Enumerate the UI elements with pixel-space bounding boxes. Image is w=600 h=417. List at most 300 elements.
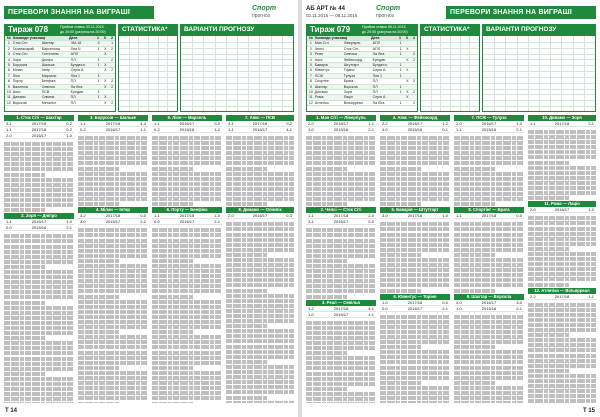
text-line xyxy=(226,396,267,400)
match-box xyxy=(454,207,524,219)
draw-cell-home: Мілан xyxy=(12,68,23,73)
season: 2016/17 xyxy=(554,207,570,213)
grid-vline xyxy=(505,36,506,111)
draw-cell-number: 3 xyxy=(309,52,312,57)
grid-vline xyxy=(440,36,441,111)
grid-vline xyxy=(460,36,461,111)
text-line xyxy=(4,270,74,274)
right-variants-title: ВАРІАНТИ ПРОГНОЗУ xyxy=(486,26,557,33)
text-line xyxy=(78,264,148,268)
right-stats-table xyxy=(420,24,480,112)
draw-cell-away: Брага xyxy=(343,79,354,84)
draw-table-header-cell: № xyxy=(308,36,313,40)
match-box xyxy=(226,207,294,219)
text-line xyxy=(4,372,46,376)
away-score: 2-1 xyxy=(66,225,72,231)
draw-table-header-cell: Дата xyxy=(69,36,78,40)
right-logo-tag: прогноз xyxy=(376,13,394,19)
season: 2016/17 xyxy=(481,121,497,126)
draw-cell-home: Ліон xyxy=(12,73,20,78)
text-line xyxy=(528,313,596,317)
draw-cell-2 xyxy=(410,41,417,45)
text-line xyxy=(528,155,596,159)
draw-cell-away: Дніпро xyxy=(41,57,53,62)
text-line xyxy=(454,320,524,324)
away-score: 4-4 xyxy=(140,121,146,126)
home-score: 0-0 xyxy=(154,219,160,225)
text-line xyxy=(78,320,148,324)
text-line xyxy=(152,192,222,196)
text-line xyxy=(306,336,376,340)
grid-vline xyxy=(192,36,193,111)
text-line xyxy=(454,227,524,231)
text-line xyxy=(152,376,222,380)
text-line xyxy=(78,335,148,339)
grid-vline xyxy=(561,36,562,111)
grid-vline xyxy=(539,36,540,111)
text-line xyxy=(152,182,222,186)
text-line xyxy=(454,396,524,400)
season: 2017/18 xyxy=(481,213,497,219)
draw-cell-number: 10 xyxy=(308,89,313,94)
text-line xyxy=(226,263,294,267)
text-line xyxy=(78,330,120,334)
season: 2016/17 xyxy=(252,127,268,132)
match-result-row xyxy=(226,127,294,133)
season: 2016/17 xyxy=(31,219,47,225)
text-line xyxy=(380,283,450,287)
draw-cell-x: X xyxy=(406,95,409,100)
text-line xyxy=(454,182,524,186)
draw-cell-2 xyxy=(410,47,417,51)
away-score: 3-0 xyxy=(516,299,522,305)
match-box xyxy=(528,115,596,127)
text-line xyxy=(380,167,422,171)
text-line xyxy=(78,187,148,191)
home-score: 1-1 xyxy=(6,127,12,132)
text-line xyxy=(78,172,148,176)
right-variants-grid xyxy=(482,36,596,112)
draw-cell-x: X xyxy=(104,84,107,89)
text-line xyxy=(380,401,450,403)
text-line xyxy=(380,335,450,339)
text-line xyxy=(306,351,348,355)
match-title: 6. Порту — Бенфіка xyxy=(152,207,222,213)
text-line xyxy=(226,278,294,282)
draw-cell-league: АПЛ xyxy=(372,41,380,46)
text-line xyxy=(78,274,148,278)
draw-cell-2: 2 xyxy=(111,79,114,84)
text-line xyxy=(78,295,120,299)
text-line xyxy=(152,345,222,349)
text-line xyxy=(4,357,74,361)
grid-vline xyxy=(148,36,149,111)
draw-table-header-cell: № xyxy=(6,36,11,40)
away-score: 1-0 xyxy=(66,133,72,138)
text-line xyxy=(528,166,596,170)
text-line xyxy=(454,202,496,206)
draw-cell-home: ПСЖ xyxy=(314,73,324,78)
draw-cell-2: 2 xyxy=(413,57,416,62)
draw-cell-2 xyxy=(108,90,115,94)
grid-vline xyxy=(573,36,574,111)
season: 2017/18 xyxy=(252,121,268,126)
text-line xyxy=(528,364,596,368)
text-line xyxy=(380,278,450,282)
draw-cell-number: 8 xyxy=(7,79,10,84)
text-line xyxy=(152,310,222,314)
draw-cell-home: Валенсія xyxy=(12,84,28,89)
away-score: 1-1 xyxy=(140,127,146,132)
text-line xyxy=(528,394,596,398)
draw-cell-x: X xyxy=(104,79,107,84)
match-result-row xyxy=(306,219,376,225)
draw-cell-home: Порту xyxy=(12,79,23,84)
draw-cell-home: Спортінг xyxy=(314,79,329,84)
draw-cell-away: Ліверпуль xyxy=(343,41,361,46)
draw-cell-number: 6 xyxy=(7,68,10,73)
text-line xyxy=(528,369,569,373)
draw-cell-league: ПЛ xyxy=(372,84,378,89)
text-line xyxy=(306,146,376,150)
home-score: 1-0 xyxy=(456,305,462,311)
away-score: 1-0 xyxy=(516,121,522,126)
match-box xyxy=(380,207,450,219)
text-line xyxy=(152,136,222,140)
draw-cell-home: Челсі xyxy=(314,46,324,51)
text-line xyxy=(226,365,294,369)
text-line xyxy=(152,284,222,288)
draw-cell-away: Ворскла xyxy=(343,84,358,89)
draw-cell-number: 11 xyxy=(7,95,11,100)
draw-cell-1: 1 xyxy=(97,73,100,78)
draw-cell-away: Торіно xyxy=(343,68,355,73)
text-line xyxy=(306,249,376,253)
draw-table-header-cell: 1 xyxy=(97,36,99,40)
text-line xyxy=(226,324,267,328)
text-line xyxy=(306,239,376,243)
text-line xyxy=(78,259,120,263)
draw-cell-x: X xyxy=(406,57,409,62)
away-score: 0-2 xyxy=(66,127,72,132)
draw-cell-1: 1 xyxy=(97,95,100,100)
text-line xyxy=(454,350,524,354)
text-line xyxy=(380,197,450,201)
text-line xyxy=(380,156,450,160)
match-title: 8. Динамо — Олімпік xyxy=(226,207,294,213)
text-line xyxy=(380,371,450,375)
home-score: 2-2 xyxy=(530,293,536,299)
home-score: 1-1 xyxy=(80,121,86,126)
text-line xyxy=(306,356,376,360)
draw-cell-league: Серія А xyxy=(70,68,84,73)
text-line xyxy=(306,289,376,293)
draw-cell-number: 1 xyxy=(309,41,312,46)
text-line xyxy=(380,248,450,252)
text-line xyxy=(306,233,376,237)
match-result-row xyxy=(454,306,524,312)
right-section-title: ПЕРЕВОРИ ЗНАННЯ НА ВИГРАШІ xyxy=(446,6,596,19)
text-line xyxy=(226,355,294,359)
match-result-row xyxy=(380,213,450,219)
text-line xyxy=(78,361,148,365)
draw-cell-home: Атлетіко xyxy=(314,100,329,105)
match-result-row xyxy=(454,213,524,219)
draw-cell-1: 1 xyxy=(97,89,100,94)
draw-table-header-cell: Дата xyxy=(371,36,380,40)
draw-cell-1: 1 xyxy=(97,46,100,51)
text-line xyxy=(152,351,222,355)
text-line xyxy=(380,360,450,364)
match-result-row xyxy=(152,219,222,225)
text-line xyxy=(152,396,222,400)
text-line xyxy=(454,283,524,287)
text-line xyxy=(152,402,194,404)
draw-cell-league: Ередив. xyxy=(70,89,84,94)
season: 2017/18 xyxy=(407,299,423,305)
draw-cell-2 xyxy=(108,52,115,56)
match-result-row xyxy=(4,133,74,139)
text-line xyxy=(4,167,74,171)
draw-cell-home: Аякс xyxy=(12,89,21,94)
right-issue-dates: 02.11.2015 — 08.11.2015 xyxy=(306,13,358,18)
right-logo xyxy=(376,4,400,19)
draw-cell-league: Ла Ліга xyxy=(372,52,385,57)
text-line xyxy=(454,335,524,339)
text-line xyxy=(78,167,120,171)
text-line xyxy=(528,135,596,139)
draw-cell-number: 4 xyxy=(7,57,10,62)
text-line xyxy=(528,221,596,225)
right-draw-table xyxy=(306,24,418,112)
draw-cell-1 xyxy=(95,101,102,105)
season: 2017/18 xyxy=(179,213,195,219)
text-line xyxy=(226,202,267,206)
text-line xyxy=(380,340,450,344)
text-line xyxy=(226,339,294,343)
text-line xyxy=(78,284,148,288)
season: 2015/16 xyxy=(31,225,47,231)
draw-cell-home: Боруссія xyxy=(12,62,28,67)
text-line xyxy=(380,289,422,293)
text-line xyxy=(4,346,74,350)
text-line xyxy=(4,152,74,156)
home-score: 2-0 xyxy=(456,121,462,126)
text-line xyxy=(306,177,376,181)
text-line xyxy=(226,385,294,389)
draw-cell-2: 2 xyxy=(111,84,114,89)
text-line xyxy=(4,326,74,330)
away-score: 2-1 xyxy=(516,127,522,132)
text-line xyxy=(528,252,596,256)
away-score: 1-1 xyxy=(368,121,374,126)
text-line xyxy=(306,321,376,325)
text-line xyxy=(306,244,376,248)
match-title: 3. Боруссія — Шальке xyxy=(78,115,148,121)
text-line xyxy=(152,315,222,319)
right-column-1 xyxy=(306,115,376,403)
draw-cell-away: Севілья xyxy=(343,52,357,57)
left-column-3 xyxy=(152,115,222,403)
text-line xyxy=(380,136,450,140)
draw-cell-x: X xyxy=(104,95,107,100)
match-title: 11. Рома — Лаціо xyxy=(528,201,596,207)
text-line xyxy=(380,222,450,226)
text-line xyxy=(306,161,376,165)
text-line xyxy=(528,272,596,276)
text-line xyxy=(4,316,74,320)
draw-cell-x: X xyxy=(104,100,107,105)
text-line xyxy=(4,183,74,187)
text-line xyxy=(4,295,74,299)
draw-cell-1 xyxy=(397,95,404,99)
draw-cell-away: Лаціо xyxy=(343,95,353,100)
text-line xyxy=(4,351,74,355)
right-draw-title: Тираж 079 xyxy=(310,25,351,34)
text-line xyxy=(306,182,376,186)
home-score: 1-2 xyxy=(308,305,314,311)
season: 2016/17 xyxy=(333,219,349,225)
home-score: 1-0 xyxy=(382,299,388,305)
text-line xyxy=(4,285,74,289)
draw-cell-x xyxy=(403,101,410,105)
text-line xyxy=(454,289,496,293)
draw-cell-league: АПЛ xyxy=(70,52,78,57)
draw-cell-away: Інтер xyxy=(41,68,51,73)
text-line xyxy=(152,335,222,339)
right-issue xyxy=(306,5,357,19)
draw-cell-2 xyxy=(410,68,417,72)
text-line xyxy=(226,401,294,403)
text-line xyxy=(152,381,222,385)
draw-cell-number: 1 xyxy=(7,41,10,46)
text-line xyxy=(78,351,148,355)
match-title: 4. Мілан — Інтер xyxy=(78,207,148,213)
draw-cell-1: 1 xyxy=(399,46,402,51)
draw-cell-number: 2 xyxy=(309,46,312,51)
draw-cell-number: 5 xyxy=(309,62,312,67)
text-line xyxy=(380,355,450,359)
right-draw-grid xyxy=(306,36,418,112)
away-score: 2-1 xyxy=(442,305,448,311)
text-line xyxy=(78,202,120,206)
text-line xyxy=(226,197,294,201)
left-variants-table xyxy=(180,24,294,112)
text-line xyxy=(528,150,596,154)
text-line xyxy=(306,197,376,201)
away-score: 2-1 xyxy=(214,219,220,225)
home-score: 1-1 xyxy=(530,121,536,126)
draw-cell-2: 2 xyxy=(111,46,114,51)
home-score: 1-1 xyxy=(456,213,462,219)
text-line xyxy=(152,325,222,329)
text-line xyxy=(454,172,524,176)
text-line xyxy=(4,188,74,192)
draw-cell-1 xyxy=(95,68,102,72)
season: 2015/16 xyxy=(407,127,423,132)
season: 2016/17 xyxy=(31,133,47,138)
match-box xyxy=(306,207,376,225)
text-line xyxy=(152,279,222,283)
grid-vline xyxy=(517,36,518,111)
draw-cell-1: 1 xyxy=(97,79,100,84)
match-box xyxy=(152,207,222,225)
text-line xyxy=(380,386,450,390)
draw-cell-away: Севілья xyxy=(41,84,55,89)
text-line xyxy=(226,243,294,247)
text-line xyxy=(454,278,524,282)
draw-cell-x xyxy=(403,74,410,78)
home-score: 4-0 xyxy=(382,127,388,132)
text-line xyxy=(528,242,596,246)
text-line xyxy=(380,177,450,181)
draw-cell-1: 1 xyxy=(97,62,100,67)
home-score: 2-2 xyxy=(382,121,388,126)
grid-vline xyxy=(282,36,283,111)
match-title: 12. Атлетіко — Вільярреал xyxy=(528,288,596,294)
match-box xyxy=(306,115,376,133)
draw-cell-number: 3 xyxy=(7,52,10,57)
draw-cell-2: 2 xyxy=(111,68,114,73)
left-header xyxy=(4,4,294,21)
home-score: 2-0 xyxy=(80,219,86,225)
match-box xyxy=(4,115,74,139)
text-line xyxy=(380,396,450,400)
text-line xyxy=(226,334,294,338)
season: 2015/16 xyxy=(333,127,349,132)
text-line xyxy=(454,253,496,257)
text-line xyxy=(4,193,74,197)
text-line xyxy=(226,375,294,379)
text-line xyxy=(226,222,294,226)
draw-cell-league: ПЛ xyxy=(70,57,76,62)
text-line xyxy=(226,299,294,303)
right-header xyxy=(306,4,596,21)
text-line xyxy=(380,273,450,277)
match-title: 7. ПСЖ — Тулуза xyxy=(454,115,524,121)
draw-table-header-cell: 1 xyxy=(399,36,401,40)
text-line xyxy=(528,130,596,134)
draw-cell-number: 4 xyxy=(309,57,312,62)
text-line xyxy=(454,167,496,171)
text-line xyxy=(306,284,376,288)
draw-cell-2: 2 xyxy=(111,100,114,105)
text-line xyxy=(380,325,450,329)
text-line xyxy=(226,233,294,237)
text-line xyxy=(78,376,148,380)
draw-cell-home: Динамо xyxy=(12,95,26,100)
home-score: 1-1 xyxy=(6,219,12,225)
match-title: 1. Сток Сіті — Шахтар xyxy=(4,115,74,121)
away-score: 0-2 xyxy=(66,121,72,126)
left-logo-tag: прогноз xyxy=(252,13,270,19)
text-line xyxy=(78,340,148,344)
draw-cell-home: Галатасарай xyxy=(12,46,34,51)
match-title: 5. Баварія — Штутгарт xyxy=(380,207,450,213)
season: 2016/17 xyxy=(105,127,121,132)
text-line xyxy=(528,227,596,231)
text-line xyxy=(226,187,294,191)
season: 2016/17 xyxy=(105,219,121,225)
match-box xyxy=(226,115,294,133)
text-line xyxy=(78,402,120,404)
draw-cell-1 xyxy=(95,85,102,89)
home-score: 1-0 xyxy=(308,311,314,317)
text-line xyxy=(306,382,376,386)
text-line xyxy=(528,267,596,271)
match-title: 6. Ювентус — Торіно xyxy=(380,294,450,300)
text-line xyxy=(4,331,74,335)
